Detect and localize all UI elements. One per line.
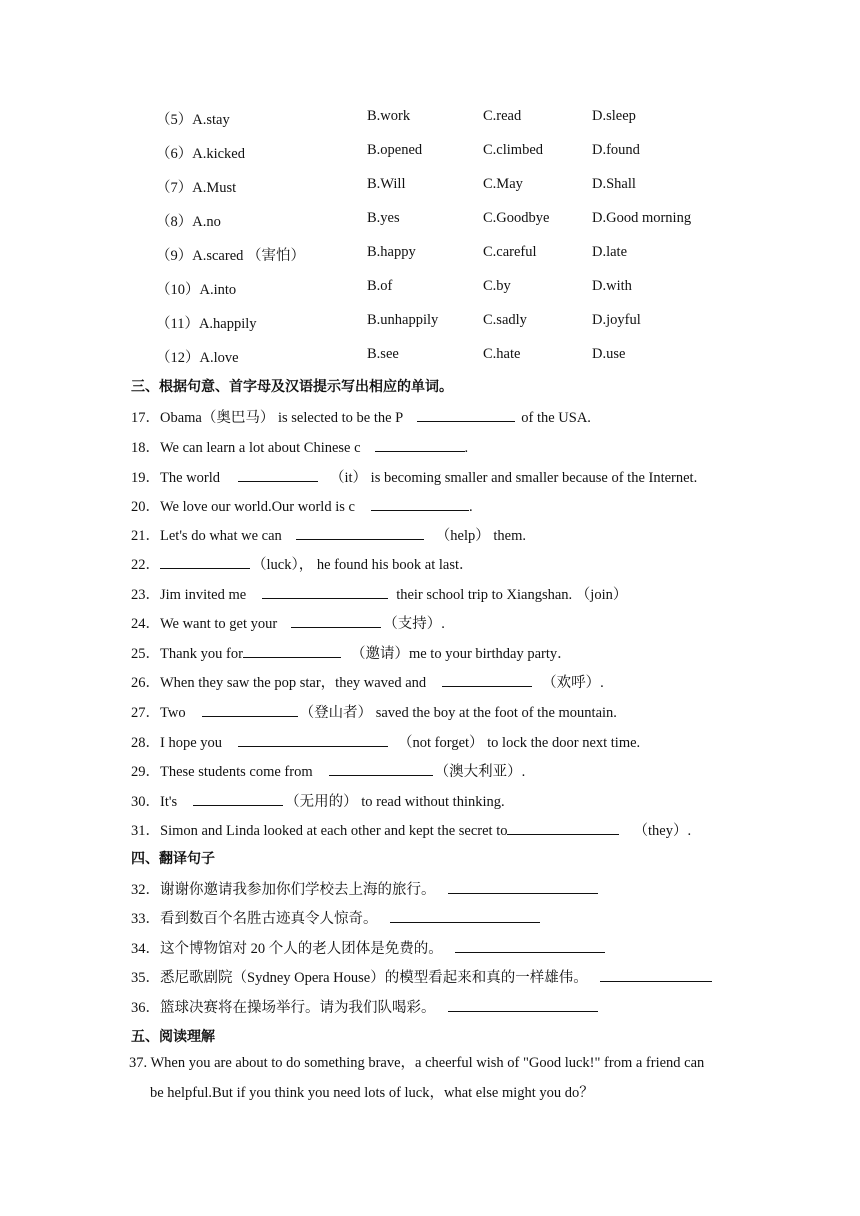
answer-blank[interactable]: [291, 613, 381, 628]
answer-blank[interactable]: [507, 820, 619, 835]
option-d: D.late: [592, 244, 628, 260]
option-b: B.unhappily: [367, 312, 439, 328]
question-text: 34．这个博物馆对 20 个人的老人团体是免费的。: [131, 941, 443, 957]
option-d: D.Shall: [592, 176, 636, 192]
answer-blank[interactable]: [375, 437, 465, 452]
question-33: [131, 907, 546, 928]
answer-blank[interactable]: [455, 938, 605, 953]
question-30: [131, 790, 505, 811]
answer-blank[interactable]: [390, 908, 540, 923]
question-25: [131, 642, 572, 663]
answer-blank[interactable]: [417, 407, 515, 422]
option-a: （6）A.kicked: [156, 146, 245, 162]
answer-blank[interactable]: [448, 997, 598, 1012]
question-32: [131, 878, 604, 899]
question-text: 20．We love our world.Our world is c: [131, 499, 355, 515]
option-d: D.sleep: [592, 108, 636, 124]
answer-blank[interactable]: [371, 496, 469, 511]
question-text: （支持）.: [383, 616, 445, 632]
question-34: [131, 937, 611, 958]
option-d: D.Good morning: [592, 210, 692, 226]
option-d: D.found: [592, 142, 640, 158]
question-text: 22．: [131, 557, 160, 573]
option-d: D.use: [592, 346, 626, 362]
option-c: C.May: [483, 176, 523, 192]
answer-blank[interactable]: [262, 584, 388, 599]
answer-blank[interactable]: [442, 672, 532, 687]
section-heading-4: 四、翻译句子: [131, 851, 215, 867]
option-a: （7）A.Must: [156, 180, 237, 196]
question-text: 27．Two: [131, 705, 186, 721]
question-text: 28．I hope you: [131, 735, 223, 751]
section-heading-5: 五、阅读理解: [131, 1029, 215, 1045]
question-text: .: [468, 499, 473, 515]
question-text: （澳大利亚）.: [434, 764, 526, 780]
question-text: 36．篮球决赛将在操场举行。请为我们队喝彩。: [131, 1000, 436, 1016]
question-text: 32．谢谢你邀请我参加你们学校去上海的旅行。: [131, 882, 436, 898]
question-31: [131, 819, 691, 840]
paragraph-line: 37. When you are about to do something brave，a cheerful wish of "Good luck!" from a friend can: [129, 1055, 705, 1071]
option-a: （8）A.no: [156, 214, 221, 230]
question-text: 19．The world: [131, 470, 220, 486]
question-text: 26．When they saw the pop star，they waved and: [131, 675, 427, 691]
option-c: C.hate: [483, 346, 521, 362]
answer-blank[interactable]: [296, 525, 424, 540]
answer-blank[interactable]: [329, 761, 433, 776]
question-22: [131, 553, 474, 574]
question-text: 30．It's: [131, 794, 178, 810]
question-17: [131, 406, 591, 427]
paragraph-line: be helpful.But if you think you need lots of luck，what else might you do？: [150, 1084, 594, 1101]
question-28: [131, 731, 640, 752]
question-26: [131, 671, 604, 692]
section-heading-3: 三、根据句意、首字母及汉语提示写出相应的单词。: [131, 379, 453, 395]
option-b: B.work: [367, 108, 411, 124]
question-text: （欢呼）.: [542, 675, 604, 691]
answer-blank[interactable]: [243, 643, 341, 658]
question-21: [131, 524, 526, 545]
question-text: 29．These students come from: [131, 764, 313, 780]
question-text: （they）.: [633, 823, 692, 839]
reading-question-37: [131, 1049, 736, 1108]
question-24: [131, 612, 445, 633]
question-text: 21．Let's do what we can: [131, 528, 282, 544]
option-b: B.of: [367, 278, 393, 294]
question-text: （无用的） to read without thinking.: [285, 794, 505, 810]
question-20: [131, 495, 473, 516]
question-text: their school trip to Xiangshan. （join）: [396, 587, 628, 603]
option-b: B.happy: [367, 244, 416, 260]
question-text: 31．Simon and Linda looked at each other and kept the secret to: [131, 823, 508, 839]
question-text: （help） them.: [435, 528, 527, 544]
question-19: [131, 466, 697, 487]
option-c: C.by: [483, 278, 511, 294]
answer-blank[interactable]: [448, 879, 598, 894]
question-text: （邀请）me to your birthday party．: [350, 646, 572, 662]
answer-blank[interactable]: [238, 467, 318, 482]
option-a: （5）A.stay: [156, 112, 230, 128]
question-text: （登山者） saved the boy at the foot of the mountain.: [299, 705, 617, 721]
option-b: B.opened: [367, 142, 423, 158]
answer-blank[interactable]: [202, 702, 298, 717]
question-text: 18．We can learn a lot about Chinese c: [131, 440, 361, 456]
answer-blank[interactable]: [238, 732, 388, 747]
question-27: [131, 701, 617, 722]
question-text: of the USA.: [521, 410, 591, 426]
option-a: （9）A.scared （害怕）: [156, 248, 305, 264]
question-text: 23．Jim invited me: [131, 587, 247, 603]
question-18: [131, 436, 468, 457]
question-text: 24．We want to get your: [131, 616, 278, 632]
option-a: （12）A.love: [156, 350, 239, 366]
option-d: D.joyful: [592, 312, 641, 328]
question-text: （not forget） to lock the door next time.: [398, 735, 641, 751]
option-c: C.careful: [483, 244, 537, 260]
answer-blank[interactable]: [600, 967, 712, 982]
option-c: C.sadly: [483, 312, 527, 328]
answer-blank[interactable]: [193, 791, 283, 806]
option-b: B.see: [367, 346, 399, 362]
option-d: D.with: [592, 278, 632, 294]
answer-blank[interactable]: [160, 554, 250, 569]
question-text: 25．Thank you for: [131, 646, 243, 662]
question-text: （it） is becoming smaller and smaller because of the Internet.: [330, 470, 698, 486]
question-29: [131, 760, 525, 781]
question-text: 35．悉尼歌剧院（Sydney Opera House）的模型看起来和真的一样雄伟。: [131, 970, 588, 986]
option-a: （11）A.happily: [156, 316, 257, 332]
option-a: （10）A.into: [156, 282, 237, 298]
question-text: 33．看到数百个名胜古迹真令人惊奇。: [131, 911, 378, 927]
option-c: C.read: [483, 108, 522, 124]
option-c: C.Goodbye: [483, 210, 550, 226]
question-36: [131, 996, 604, 1017]
question-text: （luck）， he found his book at last．: [252, 557, 474, 573]
question-35: [131, 966, 718, 987]
option-b: B.Will: [367, 176, 406, 192]
question-text: .: [464, 440, 469, 456]
option-b: B.yes: [367, 210, 400, 226]
option-c: C.climbed: [483, 142, 544, 158]
question-23: [131, 583, 627, 604]
question-text: 17．Obama（奥巴马） is selected to be the P: [131, 410, 404, 426]
